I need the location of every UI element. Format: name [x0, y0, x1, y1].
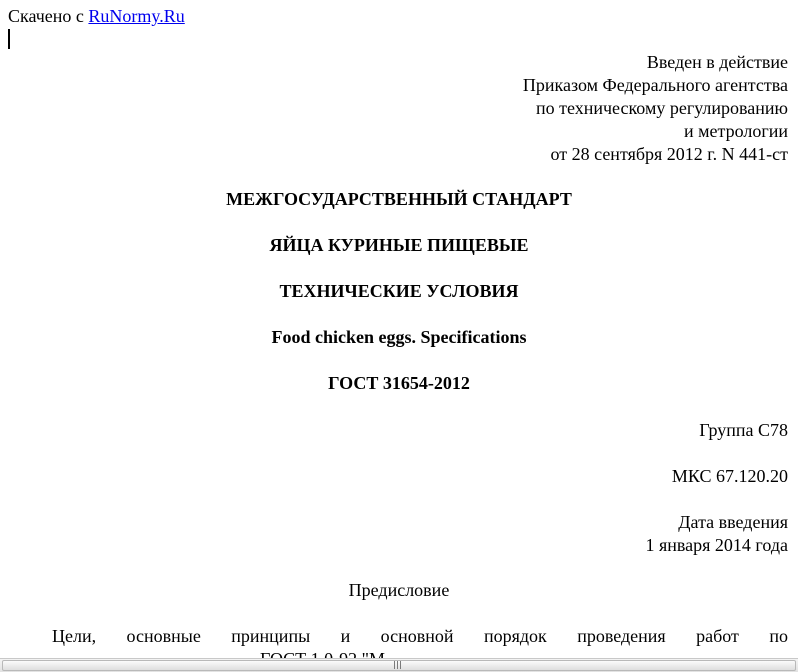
source-line: [8, 5, 185, 27]
grip-icon: [394, 661, 404, 669]
preface-heading: Предисловие: [348, 580, 450, 600]
group-label: Группа С78: [699, 420, 788, 440]
standard-code-heading: ГОСТ 31654-2012: [328, 373, 470, 393]
standard-type-heading: МЕЖГОСУДАРСТВЕННЫЙ СТАНДАРТ: [226, 189, 572, 209]
introduction-date-value: 1 января 2014 года: [645, 535, 788, 555]
enactment-line: по техническому регулированию: [535, 98, 788, 118]
source-prefix: Скачено с: [8, 6, 84, 26]
text-caret: [8, 29, 10, 49]
enactment-line: Введен в действие: [646, 52, 788, 72]
enactment-block: [523, 51, 788, 166]
enactment-line: Приказом Федерального агентства: [522, 75, 788, 95]
introduction-date-label: Дата введения: [678, 512, 788, 532]
enactment-line: и метрологии: [684, 121, 788, 141]
mks-label: МКС 67.120.20: [671, 466, 788, 486]
standard-name-heading: ЯЙЦА КУРИНЫЕ ПИЩЕВЫЕ: [269, 235, 529, 255]
preface-paragraph-line: Цели, основные принципы и основной порядок проведения работ по: [52, 626, 788, 646]
standard-subtitle-heading: ТЕХНИЧЕСКИЕ УСЛОВИЯ: [279, 281, 519, 301]
source-link[interactable]: RuNormy.Ru: [88, 6, 185, 26]
english-title-heading: Food chicken eggs. Specifications: [271, 327, 527, 347]
horizontal-scrollbar[interactable]: [0, 658, 798, 672]
enactment-line: от 28 сентября 2012 г. N 441-ст: [550, 144, 788, 164]
